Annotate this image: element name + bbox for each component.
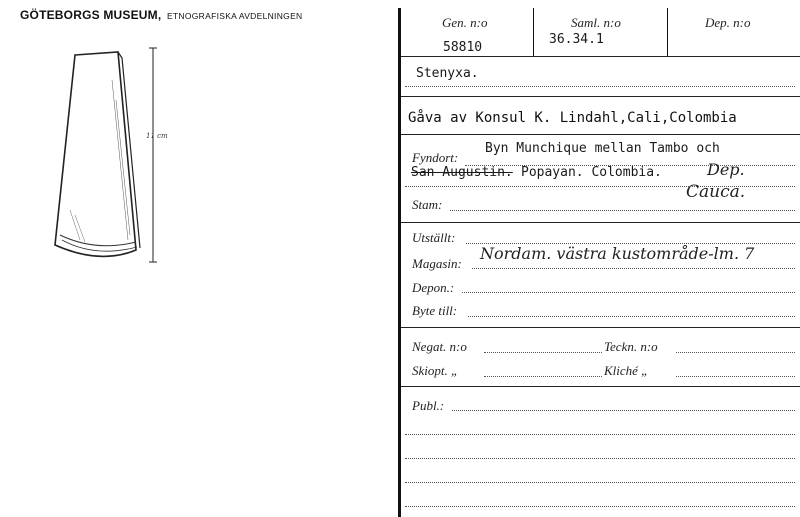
fyndort-line-1: Byn Munchique mellan Tambo och bbox=[485, 141, 720, 156]
saml-no-value: 36.34.1 bbox=[549, 32, 604, 47]
museum-header bbox=[20, 8, 302, 22]
publ-label: Publ.: bbox=[412, 398, 445, 413]
scale-note: 11 cm bbox=[146, 132, 168, 140]
saml-no-label: Saml. n:o bbox=[571, 15, 621, 30]
kliche-dotline bbox=[676, 376, 795, 377]
skiopt-label: Skiopt. „ bbox=[412, 363, 459, 378]
stam-dotline bbox=[450, 210, 795, 211]
fyndort-handwritten-dep: Dep. bbox=[707, 160, 745, 179]
donor-bottom-line bbox=[401, 134, 800, 135]
magasin-dotline bbox=[472, 268, 795, 269]
dep-no-label: Dep. n:o bbox=[705, 15, 751, 30]
gen-no-label: Gen. n:o bbox=[442, 15, 488, 30]
depon-dotline bbox=[462, 292, 795, 293]
byte-label: Byte till: bbox=[412, 303, 458, 318]
fyndort-dotline-2 bbox=[405, 186, 795, 187]
depon-label: Depon.: bbox=[412, 280, 455, 295]
cell-divider-2 bbox=[667, 8, 668, 56]
publ-dotline-1 bbox=[452, 410, 795, 411]
kliche-label: Kliché „ bbox=[604, 363, 649, 378]
gen-no-value: 58810 bbox=[443, 40, 483, 55]
donor-text: Gåva av Konsul K. Lindahl,Cali,Colombia bbox=[408, 110, 737, 126]
fyndort-label: Fyndort: bbox=[412, 150, 459, 165]
publ-dotline-4 bbox=[405, 482, 795, 483]
object-name: Stenyxa. bbox=[416, 66, 479, 81]
teckn-dotline bbox=[676, 352, 795, 353]
publ-dotline-5 bbox=[405, 506, 795, 507]
teckn-label: Teckn. n:o bbox=[604, 339, 658, 354]
negat-dotline bbox=[484, 352, 602, 353]
department-name: ETNOGRAFISKA AVDELNINGEN bbox=[166, 11, 303, 21]
publ-dotline-3 bbox=[405, 458, 795, 459]
kliche-bottom-line bbox=[401, 386, 800, 387]
stam-bottom-line bbox=[401, 222, 800, 223]
magasin-handwritten-value: Nordam. västra kustområde-lm. 7 bbox=[480, 244, 755, 263]
byte-dotline bbox=[468, 316, 795, 317]
stone-axe-drawing bbox=[40, 40, 190, 280]
utstallt-label: Utställt: bbox=[412, 230, 456, 245]
stam-label: Stam: bbox=[412, 197, 443, 212]
card-left-border bbox=[398, 8, 401, 517]
byte-bottom-line bbox=[401, 327, 800, 328]
museum-name: GÖTEBORGS MUSEUM, bbox=[20, 8, 162, 22]
object-name-line bbox=[405, 86, 795, 87]
cell-divider-1 bbox=[533, 8, 534, 56]
fyndort-struck-text: San Augustin. bbox=[411, 165, 513, 180]
magasin-label: Magasin: bbox=[412, 256, 462, 271]
header-row-line bbox=[401, 56, 800, 57]
negat-label: Negat. n:o bbox=[412, 339, 467, 354]
skiopt-dotline bbox=[484, 376, 602, 377]
fyndort-handwritten-cauca: Cauca. bbox=[686, 182, 746, 202]
fyndort-line-2: Popayan. Colombia. bbox=[521, 165, 662, 180]
donor-top-line bbox=[401, 96, 800, 97]
publ-dotline-2 bbox=[405, 434, 795, 435]
